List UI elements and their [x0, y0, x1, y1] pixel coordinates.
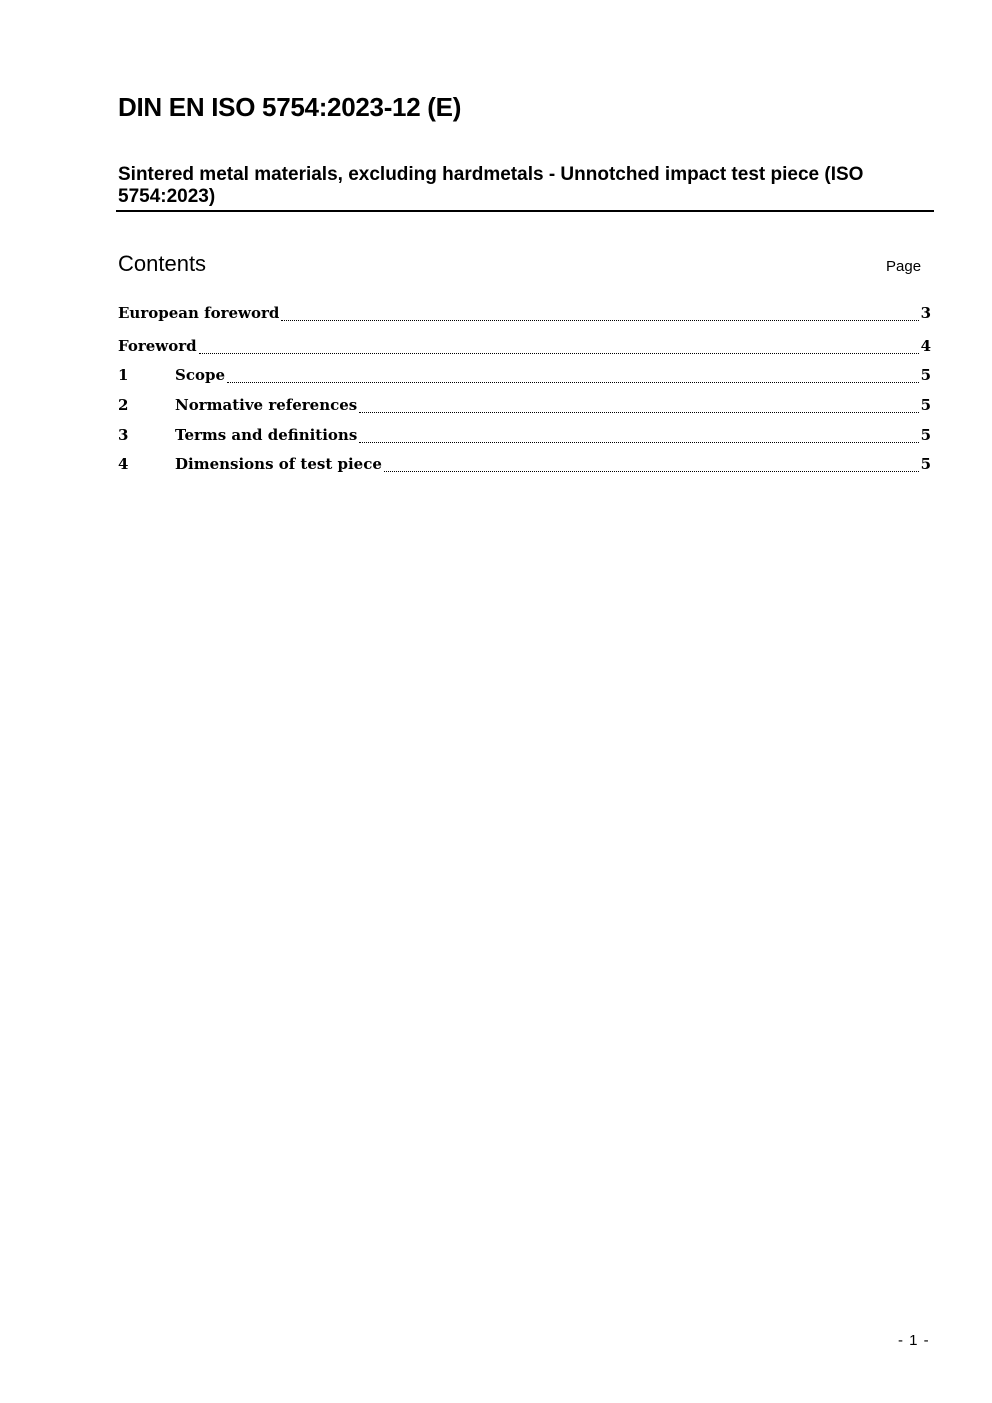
toc-entry-label: European foreword [118, 304, 280, 322]
toc-entry-number: 4 [118, 455, 129, 473]
toc-entry-page: 4 [920, 337, 931, 355]
toc-entry-page: 3 [920, 304, 931, 322]
toc-leader [199, 353, 919, 354]
toc-entry-page: 5 [920, 366, 931, 384]
page-column-label: Page [886, 258, 922, 275]
document-title: DIN EN ISO 5754:2023-12 (E) [118, 92, 462, 122]
toc-entry-european-foreword[interactable] [118, 304, 931, 326]
toc-entry-page: 5 [920, 455, 931, 473]
toc-leader [384, 471, 919, 472]
toc-entry-label: Terms and definitions [175, 426, 358, 444]
document-subtitle: Sintered metal materials, excluding hardmetals - Unnotched impact test piece (ISO 5754:2023) [118, 164, 864, 207]
toc-leader [359, 442, 918, 443]
toc-entry-number: 3 [118, 426, 129, 444]
toc-entry-foreword[interactable] [118, 337, 931, 359]
toc-entry-normative-references[interactable] [118, 396, 931, 418]
contents-heading: Contents [118, 251, 207, 276]
toc-entry-page: 5 [920, 396, 931, 414]
toc-entry-dimensions-of-test-piece[interactable] [118, 455, 931, 477]
toc-leader [227, 382, 919, 383]
title-rule [116, 210, 934, 212]
toc-entry-number: 1 [118, 366, 129, 384]
toc-entry-number: 2 [118, 396, 129, 414]
toc-entry-label: Scope [175, 366, 226, 384]
toc-leader [281, 320, 918, 321]
toc-entry-label: Normative references [175, 396, 358, 414]
toc-entry-page: 5 [920, 426, 931, 444]
toc-entry-terms-and-definitions[interactable] [118, 426, 931, 448]
page-number: - 1 - [898, 1332, 930, 1349]
toc-entry-scope[interactable] [118, 366, 931, 388]
toc-entry-label: Dimensions of test piece [175, 455, 382, 473]
toc-entry-label: Foreword [118, 337, 197, 355]
toc-leader [359, 412, 918, 413]
